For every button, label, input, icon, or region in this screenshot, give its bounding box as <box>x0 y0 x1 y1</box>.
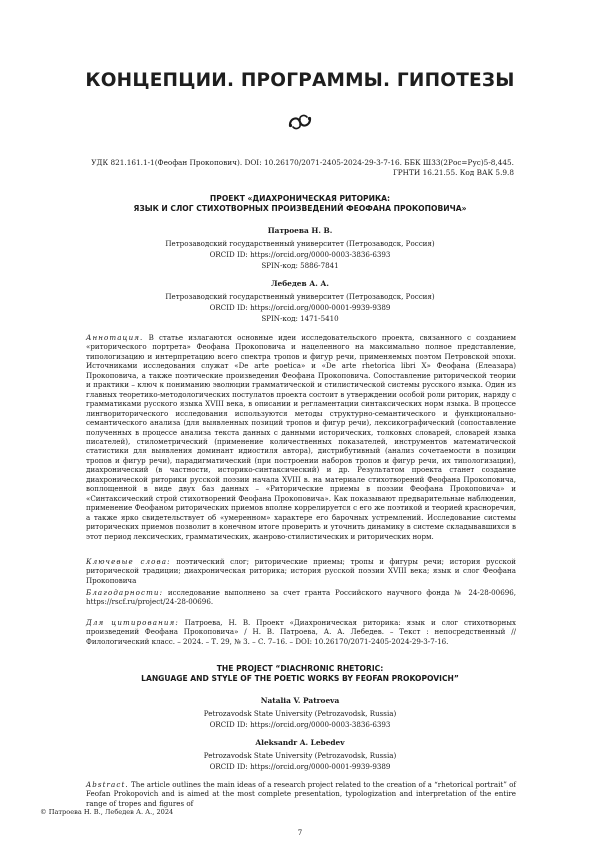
abstract-ru-text: В статье излагаются основные идеи исследовательского проекта, связанного с созданием «риторического портрета» Феофана Прокоповича и нацеленного на максимально полное представление, типологизацию и интерпретацию всего спектра тропов и фигур речи, применяемых поэтом Петровской эпохи. Источниками исследования служат «De arte poetica» и «De arte rhetorica libri X» Феофана (Елеазара) Прокоповича, а также поэтические произведения Феофана Прокоповича. Сопоставление риторической теории и практики – ключ к пониманию эволюции грамматической и стилистической системы русского языка. Один из главных теоретико-методологических постулатов проекта состоит в утверждении особой роли риторик, наряду с грамматиками русского языка XVIII века, в описании и регламентации синтаксических норм языка. В процессе лингвориторического исследования используются методы структурно-семантического и функционально-семантического анализа (для выявленных позиций тропов и фигур речи), лексикографический (сопоставление полученных в процессе анализа текста данных с данными исторических, толковых словарей, словарей языка писателей), стилометрический (применение количественных показателей, инструментов математической статистики для выявления доминант идиостиля автора), дистрибутивный (анализ сочетаемости в позиции тропов и фигур речи), парадигматический (при построении наборов тропов и фигур речи, их типологизации), диахронический (в частности, историко-синтаксический) и др. Результатом проекта станет создание диахронической риторики русской поэзии начала XVIII в. на материале стихотворений Феофана Прокоповича, воплощенной в виде двух баз данных – «Риторические приемы в поэзии Феофана Прокоповича» и «Синтаксический строй стихотворений Феофана Прокоповича». Как показывают предварительные наблюдения, применение Феофаном риторических приемов вполне коррелируется с его же поэтикой и теорией красноречия, а также ярко свидетельствует об «умеренном» характере его барочных устремлений. Исследование системы риторических приемов позволит в конечном итоге проверить и уточнить динамику в системе складывавшихся в этот период лексических, грамматических, жанрово-стилистических и риторических норм. <box>86 333 516 541</box>
keywords-ru <box>86 557 516 585</box>
abstract-en-text: The article outlines the main ideas of a research project related to the creation of a “rhetorical portrait” of Feofan Prokopovich and is aimed at the most complete presentation, typologization and interpretation of the entire range of tropes and figures of <box>86 780 517 808</box>
author2-affiliation-en: Petrozavodsk State University (Petrozavodsk, Russia) <box>203 751 397 760</box>
author1-affiliation-ru: Петрозаводский государственный университет (Петрозаводск, Россия) <box>165 239 435 248</box>
author1-orcid-ru: ORCID ID: https://orcid.org/0000-0003-3836-6393 <box>209 250 391 259</box>
abstract-ru <box>86 333 516 541</box>
classification-codes: УДК 821.161.1-1(Феофан Прокопович). DOI: 10.26170/2071-2405-2024-29-3-7-16. ББК Ш33(2Рос=Рус)5-8,445. <box>91 158 514 167</box>
citation-ru <box>86 618 516 646</box>
article-title-en-line1: THE PROJECT “DIACHRONIC RHETORIC: <box>216 664 384 673</box>
decorative-swirl-icon <box>287 113 313 131</box>
copyright-notice: © Патроева Н. В., Лебедев А. А., 2024 <box>40 808 174 816</box>
keywords-ru-label: Ключевые слова: <box>86 557 171 566</box>
author1-affiliation-en: Petrozavodsk State University (Petrozavodsk, Russia) <box>203 709 397 718</box>
section-heading: КОНЦЕПЦИИ. ПРОГРАММЫ. ГИПОТЕЗЫ <box>85 70 515 91</box>
author1-name-en: Natalia V. Patroeva <box>260 696 340 705</box>
author1-orcid-en: ORCID ID: https://orcid.org/0000-0003-3836-6393 <box>209 720 391 729</box>
author2-affiliation-ru: Петрозаводский государственный университет (Петрозаводск, Россия) <box>165 292 435 301</box>
acknowledgments-ru-label: Благодарности: <box>86 588 164 597</box>
page-number: 7 <box>297 829 303 837</box>
acknowledgments-ru-text: исследование выполнено за счет гранта Российского научного фонда № 24-28-00696, https://rscf.ru/project/24-28-00696. <box>86 588 516 607</box>
article-title-ru-line1: ПРОЕКТ «ДИАХРОНИЧЕСКАЯ РИТОРИКА: <box>209 194 391 203</box>
abstract-ru-label: Аннотация. <box>86 333 144 342</box>
author2-orcid-en: ORCID ID: https://orcid.org/0000-0001-9939-9389 <box>209 762 391 771</box>
author2-name-en: Aleksandr A. Lebedev <box>255 738 345 747</box>
citation-ru-label: Для цитирования: <box>86 618 179 627</box>
citation-ru-text: Патроева, Н. В. Проект «Диахроническая риторика: язык и слог стихотворных произведений Феофана Прокоповича» / Н. В. Патроева, А. А. Лебедев. – Текст : непосредственный // Филологический класс. – 2024. – Т. 29, № 3. – С. 7–16. – DOI: 10.26170/2071-2405-2024-29-3-7-16. <box>86 618 516 646</box>
author2-spin-ru: SPIN-код: 1471-5410 <box>261 314 339 323</box>
abstract-en-label: Abstract. <box>86 780 129 789</box>
acknowledgments-ru <box>86 588 516 607</box>
author2-name-ru: Лебедев А. А. <box>271 279 329 288</box>
abstract-en <box>86 780 516 808</box>
author1-name-ru: Патроева Н. В. <box>267 226 333 235</box>
author1-spin-ru: SPIN-код: 5886-7841 <box>261 261 339 270</box>
keywords-ru-text: поэтический слог; риторические приемы; тропы и фигуры речи; история русской риторической традиции; диахроническая риторика; история русской поэзии XVIII века; язык и слог Феофана Прокоповича <box>86 557 516 585</box>
author2-orcid-ru: ORCID ID: https://orcid.org/0000-0001-9939-9389 <box>209 303 391 312</box>
classification-codes-secondary: ГРНТИ 16.21.55. Код ВАК 5.9.8 <box>392 168 514 177</box>
article-title-ru-line2: ЯЗЫК И СЛОГ СТИХОТВОРНЫХ ПРОИЗВЕДЕНИЙ ФЕОФАНА ПРОКОПОВИЧА» <box>133 204 467 213</box>
article-title-en-line2: LANGUAGE AND STYLE OF THE POETIC WORKS BY FEOFAN PROKOPOVICH” <box>141 674 459 683</box>
